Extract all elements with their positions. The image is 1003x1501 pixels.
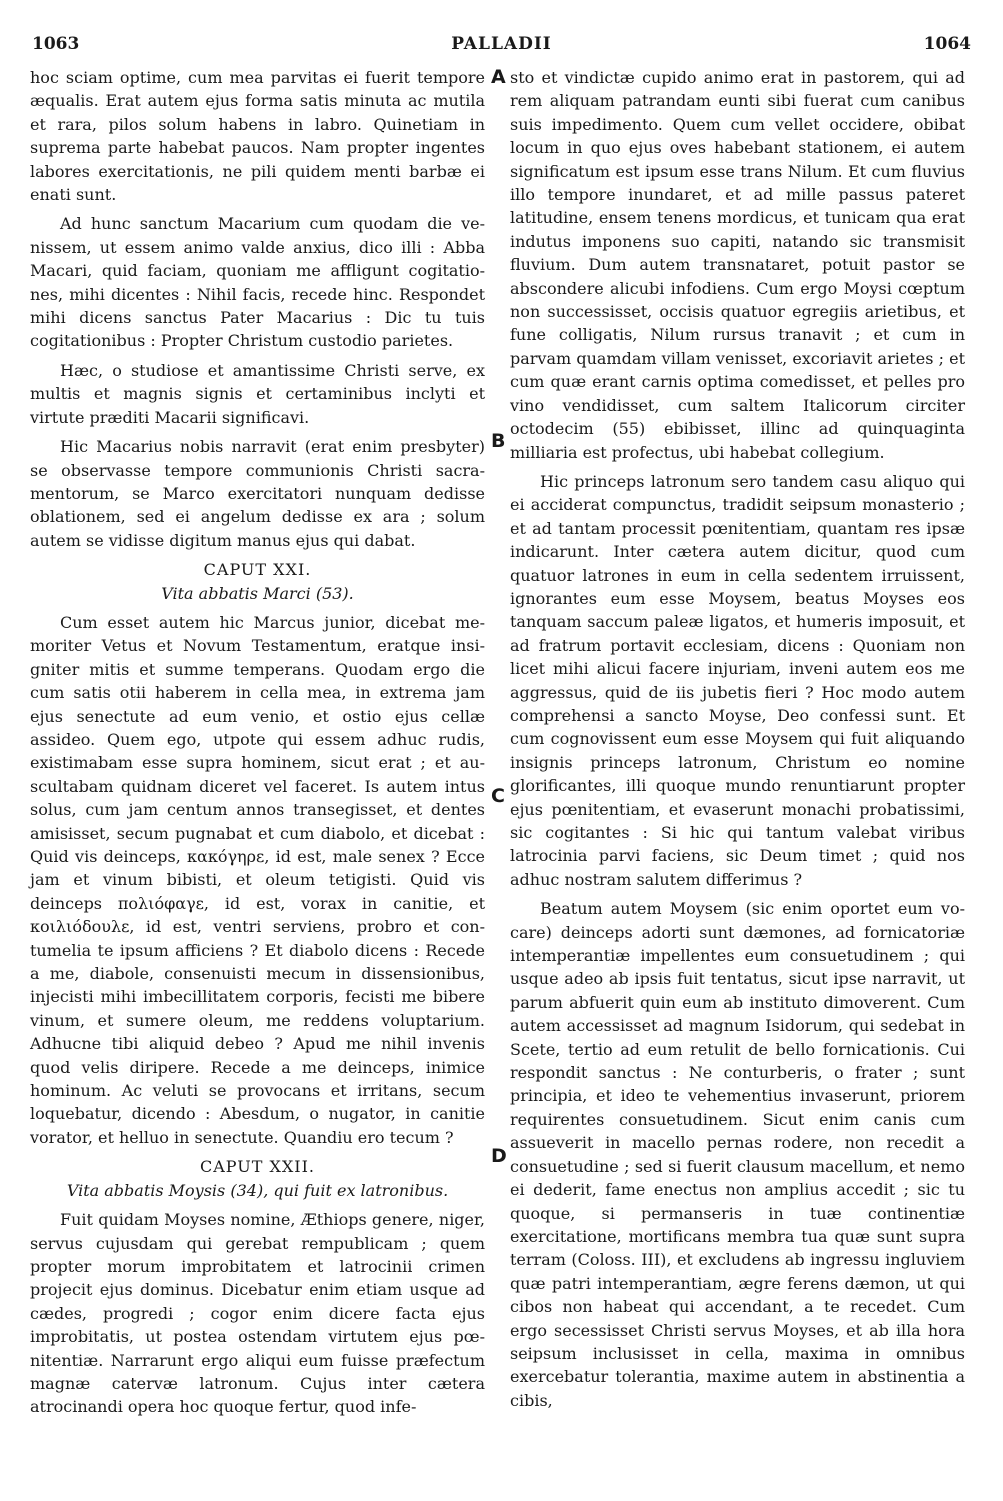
margin-marker-a: A: [491, 66, 506, 88]
chapter-heading: CAPUT XXI.: [203, 560, 312, 580]
right-column: [510, 66, 965, 1412]
paragraph: Beatum autem Moysem (sic enim oportet eum vocare) deinceps adorti sunt dæmones, ad fornicatoriæ intemperantiæ impellentes eum consuetudinem ; qui usque adeo ab ipsis fuit tentatus, sicut ipse narravit, ut parum abfuerit quin eum ab instituto dimoverent. Cum autem accessisset ad magnum Isidorum, qui sedebat in Scete, tertio ad eum retulit de bello fornicationis. Cui respondit sanctus : Ne conturberis, o frater ; sunt principia, et ideo te vehementius invaserunt, priorem requirentes consuetudinem. Sicut enim canis cum assueverit in macello pernas rodere, non recedit a consuetudine ; sed si fuerit clausum macellum, et nemo ei dederit, fame enectus non amplius accedit ; sic tu quoque, si permanseris in tuæ continentiæ exercitatione, mortificans membra tua quæ sunt supra terram (Coloss. III), et excludens ab ingressu ingluviem quæ patri intemperantiam, ægre ferens dæmon, ut qui cibos non habeat qui accendant, a te recedet. Cum ergo secessisset Christi servus Moyses, et ab illa hora seipsum inclusisset in cella, maxima in omnibus exercebatur tolerantia, maxime autem in abstinentia a cibis,: [510, 899, 965, 1410]
page-number-right: 1064: [923, 34, 971, 54]
paragraph: Hic Macarius nobis narravit (erat enim presbyter) se observasse tempore communionis Christi sacramentorum, se Marco exercitatori nunquam dedisse oblationem, sed ei angelum dedisse ex ara ; solum autem se vidisse digitum manus ejus qui dabat.: [30, 437, 485, 550]
paragraph: Hic princeps latronum sero tandem casu aliquo qui ei acciderat compunctus, tradidit seipsum monasterio ; et ad tantam processit pœnitentiam, quantam res ipsæ indicarunt. Inter cætera autem dicitur, quod cum quatuor latrones in eum in cella sedentem irruissent, ignorantes eum esse Moysem, beatus Moyses eos tanquam saccum paleæ ligatos, et humeris imposuit, et ad fratrum portavit ecclesiam, dicens : Quoniam non licet mihi alicui facere injuriam, inveni autem eos me aggressus, quid de iis jubetis fieri ? Hoc modo autem comprehensi a sancto Moyse, Deo confessi sunt. Et cum cognovissent eum esse Moysem qui fuit aliquando insignis princeps latronum, Christum eo nomine glorificantes, illi quoque mundo renuntiarunt propter ejus pœnitentiam, et evaserunt monachi probatissimi, sic cogitantes : Si hic qui tantum valebat viribus latrocinia parvi faciens, sic Deum timet ; quid nos adhuc nostram salutem differimus ?: [510, 471, 965, 889]
page-number-left: 1063: [32, 34, 80, 54]
running-title: PALLADII: [451, 34, 552, 54]
paragraph: hoc sciam optime, cum mea parvitas ei fuerit tempore æqualis. Erat autem ejus forma satis minuta ac mutila et rara, pilos solum habens in labro. Quinetiam in suprema parte habebat paucos. Nam propter ingentes labores exercitationis, ne pili quidem menti barbæ ei enati sunt.: [30, 68, 485, 205]
paragraph: Fuit quidam Moyses nomine, Æthiops genere, niger, servus cujusdam qui gerebat rempublicam ; quem propter morum improbitatem et latrocinii crimen projecit ejus dominus. Dicebatur enim etiam usque ad cædes, progredi ; cogor enim dicere facta ejus improbitatis, ut postea ostendam virtutem ejus pœnitentiæ. Narrarunt ergo aliqui eum fuisse præfectum magnæ catervæ latronum. Cujus inter cætera atrocinandi opera hoc quoque fertur, quod infe-: [30, 1210, 485, 1417]
paragraph: Ad hunc sanctum Macarium cum quodam die venissem, ut essem animo valde anxius, dico illi : Abba Macari, quid faciam, quoniam me affligunt cogitationes, mihi dicentes : Nihil facis, recede hinc. Respondet mihi dicens sanctus Pater Macarius : Dic tu tuis cogitationibus : Propter Christum custodio parietes.: [30, 214, 485, 351]
chapter-heading: CAPUT XXII.: [199, 1157, 316, 1177]
paragraph: Hæc, o studiose et amantissime Christi serve, ex multis et magnis signis et certaminibus inclyti et virtute præditi Macarii significavi.: [30, 360, 485, 427]
chapter-subtitle: Vita abbatis Marci (53).: [161, 583, 354, 603]
chapter-subtitle: Vita abbatis Moysis (34), qui fuit ex latronibus.: [66, 1180, 449, 1200]
margin-marker-c: C: [491, 785, 505, 807]
paragraph: sto et vindictæ cupido animo erat in pastorem, qui ad rem aliquam patrandam eunti sibi fuerat cum canibus suis impedimento. Quem cum vellet occidere, obibat locum in quo ejus oves habebant stationem, ei autem significatum est ipsum esse trans Nilum. Et cum fluvius illo tempore inundaret, et ad mille passus pateret latitudine, ensem tenens mordicus, et tunicam qua erat indutus imponens suo capiti, natando sic transmisit fluvium. Dum autem transnataret, potuit pastor se abscondere alicubi infodiens. Cum ergo Moysi cœptum non successisset, occisis quatuor egregiis arietibus, et fune colligatis, Nilum rursus tranavit ; et cum in parvam quamdam villam venisset, excoriavit arietes ; et cum quæ erant carnis optima comedisset, et pelles pro vino vendidisset, cum saltem Italicorum circiter octodecim (55) ebibisset, illinc ad quinquaginta milliaria est profectus, ubi habebat collegium.: [510, 68, 965, 462]
margin-marker-b: B: [491, 430, 506, 452]
page-header: [32, 34, 971, 58]
margin-marker-d: D: [491, 1145, 507, 1167]
left-column: [30, 66, 485, 1419]
paragraph: Cum esset autem hic Marcus junior, dicebat memoriter Vetus et Novum Testamentum, eratque insigniter mitis et summe temperans. Quodam ergo die cum satis otii haberem in cella mea, in extrema jam ejus senectute ad eum venio, et ostio ejus cellæ assideo. Quem ego, utpote qui essem adhuc rudis, existimabam esse supra hominem, sicut erat ; et auscultabam quidnam diceret vel faceret. Is autem intus solus, cum jam centum annos transegisset, et dentes amisisset, secum pugnabat et cum diabolo, et dicebat : Quid vis deinceps, κακόγηρε, id est, male senex ? Ecce jam et vinum bibisti, et oleum tetigisti. Quid vis deinceps πολιόφαγε, id est, vorax in canitie, et κοιλιόδουλε, id est, ventri serviens, probro et contumelia te ipsum afficiens ? Et diabolo dicens : Recede a me, diabole, consenuisti mecum in dissensionibus, injecisti mihi imbecillitatem corporis, fecisti me bibere vinum, et sumere oleum, me reddens voluptarium. Adhucne tibi aliquid debeo ? Apud me nihil invenis quod velis diripere. Recede a me deinceps, inimice hominum. Ac veluti se provocans et irritans, secum loquebatur, dicendo : Abesdum, o nugator, in canitie vorator, et helluo in senectute. Quandiu ero tecum ?: [30, 612, 485, 1147]
